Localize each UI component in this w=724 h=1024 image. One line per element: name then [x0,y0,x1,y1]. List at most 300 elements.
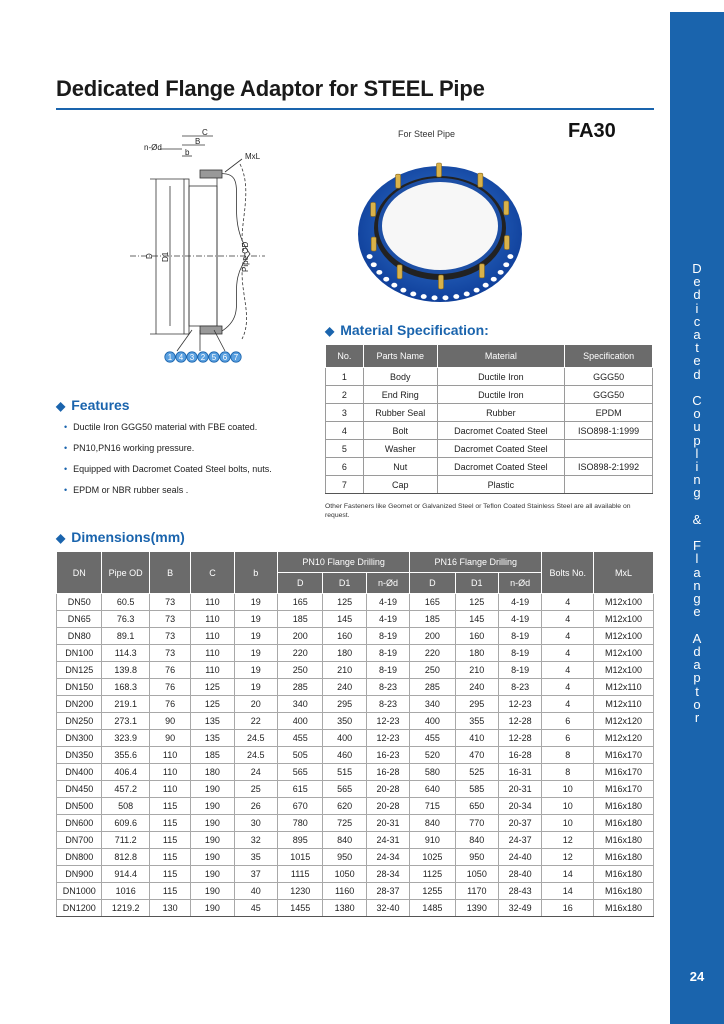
flange-hole [421,294,427,299]
dim-subheader: D [278,573,323,594]
d-label: D [145,253,154,259]
material-cell: 2 [326,386,364,404]
flange-hole [507,254,513,259]
dimension-cell: 145 [455,611,498,628]
dimension-cell: 37 [234,866,277,883]
dim-subheader: D [410,573,455,594]
dimension-cell: 840 [323,832,366,849]
dimension-cell: 125 [191,679,234,696]
dimension-cell: 355.6 [102,747,150,764]
bolt [371,237,376,251]
dimension-cell: 470 [455,747,498,764]
dim-subheader: D1 [323,573,366,594]
dimension-cell: 190 [191,849,234,866]
dimension-cell: 240 [323,679,366,696]
dimension-cell: 455 [410,730,455,747]
dimension-cell: M16x180 [594,849,654,866]
dimension-cell: 76 [149,696,190,713]
dimension-cell: 285 [410,679,455,696]
dimension-cell: 400 [323,730,366,747]
dimension-row [57,730,654,747]
dimension-cell: 24-40 [499,849,542,866]
dimension-cell: 220 [410,645,455,662]
dimension-cell: 295 [455,696,498,713]
bolt [371,202,376,216]
dimension-cell: 35 [234,849,277,866]
dimension-cell: 565 [323,781,366,798]
dimension-cell: 19 [234,662,277,679]
dimension-cell: M12x120 [594,713,654,730]
dimension-cell: 110 [149,747,190,764]
dimension-cell: 125 [191,696,234,713]
dimension-cell: 20-31 [366,815,409,832]
dimension-cell: 8-23 [499,679,542,696]
dimension-cell: 508 [102,798,150,815]
dimension-cell: M16x170 [594,747,654,764]
dimension-cell: 19 [234,679,277,696]
dimension-row [57,662,654,679]
dimension-cell: 115 [149,832,190,849]
dimension-cell: 16-23 [366,747,409,764]
material-col-header: Material [437,345,565,368]
flange-hole [442,295,448,300]
dimension-cell: DN900 [57,866,102,883]
material-cell: Nut [363,458,437,476]
dimension-row [57,764,654,781]
material-cell [565,476,653,494]
dimension-cell: 4 [542,679,594,696]
dimension-cell: 457.2 [102,781,150,798]
dimension-cell: 125 [323,594,366,611]
dimension-cell: 12 [542,849,594,866]
dimension-cell: 580 [410,764,455,781]
flange-hole [432,295,438,300]
dimension-cell: 90 [149,730,190,747]
dimension-cell: 28-37 [366,883,409,900]
material-cell: Rubber Seal [363,404,437,422]
dimension-cell: DN1200 [57,900,102,917]
dimension-row [57,645,654,662]
dimension-cell: 1455 [278,900,323,917]
dimension-cell: DN200 [57,696,102,713]
dimension-cell: 670 [278,798,323,815]
dimension-row [57,781,654,798]
dimension-cell: 4-19 [366,611,409,628]
dimension-cell: 16-31 [499,764,542,781]
dimension-cell: 180 [455,645,498,662]
dimension-cell: 190 [191,900,234,917]
page-number: 24 [689,969,705,984]
dimension-row [57,611,654,628]
bolt [438,275,443,289]
dimension-cell: 4 [542,662,594,679]
dimension-cell: 185 [191,747,234,764]
bolt [479,264,484,278]
material-cell: Body [363,368,437,386]
dimension-cell: 840 [410,815,455,832]
dimension-cell: 505 [278,747,323,764]
dimension-cell: 115 [149,815,190,832]
col-c: C [191,552,234,594]
dim-subheader: n-Ød [499,573,542,594]
page-title: Dedicated Flange Adaptor for STEEL Pipe [56,76,485,101]
dimension-row [57,696,654,713]
dimension-cell: 20-31 [499,781,542,798]
dimension-cell: 115 [149,866,190,883]
dimension-cell: 110 [191,662,234,679]
small-b-label: b [185,148,190,157]
dimension-cell: 715 [410,798,455,815]
dimension-cell: M12x110 [594,696,654,713]
dimension-cell: 1050 [323,866,366,883]
dimension-cell: 115 [149,849,190,866]
dimension-cell: M16x170 [594,781,654,798]
dimension-cell: 1160 [323,883,366,900]
material-row [326,386,653,404]
dimension-cell: 273.1 [102,713,150,730]
dimension-cell: 90 [149,713,190,730]
dimension-cell: 812.8 [102,849,150,866]
dimension-cell: M12x100 [594,611,654,628]
dimension-cell: 950 [455,849,498,866]
dimension-cell: 565 [278,764,323,781]
dimension-cell: 26 [234,798,277,815]
dimension-cell: 19 [234,594,277,611]
col-b-upper: B [149,552,190,594]
dimension-cell: 1485 [410,900,455,917]
material-cell: 5 [326,440,364,458]
diamond-icon: ◆ [325,324,335,338]
dimension-cell: 1170 [455,883,498,900]
dimension-cell: 6 [542,713,594,730]
dimension-cell: 4-19 [366,594,409,611]
dimension-cell: 165 [410,594,455,611]
dimension-cell: 1016 [102,883,150,900]
material-heading [325,322,489,338]
dimension-cell: 73 [149,628,190,645]
dimension-cell: 12-23 [366,730,409,747]
dimension-cell: 130 [149,900,190,917]
dimension-row [57,713,654,730]
dimension-cell: 250 [278,662,323,679]
dimension-cell: 250 [410,662,455,679]
dimension-cell: 110 [149,781,190,798]
dim-subheader: D1 [455,573,498,594]
dimension-cell: 24-31 [366,832,409,849]
dimension-cell: 115 [149,798,190,815]
dimension-cell: 520 [410,747,455,764]
flange-hole [371,262,377,267]
dimension-cell: 8-23 [366,679,409,696]
dimension-cell: 135 [191,730,234,747]
dimension-cell: 615 [278,781,323,798]
dimension-cell: 780 [278,815,323,832]
dimension-cell: M16x180 [594,866,654,883]
material-cell: Dacromet Coated Steel [437,422,565,440]
bolt [437,163,442,177]
dimension-cell: 725 [323,815,366,832]
col-pn10: PN10 Flange Drilling [278,552,410,573]
feature-item: • EPDM or NBR rubber seals . [64,483,272,504]
dimension-cell: 8-19 [366,628,409,645]
dimension-cell: 19 [234,628,277,645]
material-cell: End Ring [363,386,437,404]
material-cell: 6 [326,458,364,476]
dimension-cell: DN700 [57,832,102,849]
material-cell: 3 [326,404,364,422]
dimension-cell: 10 [542,798,594,815]
dimension-cell: DN50 [57,594,102,611]
dimension-cell: 1255 [410,883,455,900]
dimension-cell: 20-28 [366,798,409,815]
dimension-cell: 8 [542,764,594,781]
dimension-cell: 770 [455,815,498,832]
dim-subheader: n-Ød [366,573,409,594]
dimension-cell: 400 [410,713,455,730]
dimension-cell: 19 [234,611,277,628]
dimension-cell: 10 [542,815,594,832]
dimension-cell: 125 [455,594,498,611]
dimension-cell: 114.3 [102,645,150,662]
dimension-cell: 1115 [278,866,323,883]
dimension-cell: 12-28 [499,730,542,747]
dimension-cell: 8-19 [499,628,542,645]
d1-label: D1 [161,251,170,262]
dimension-row [57,883,654,900]
dimension-cell: 28-34 [366,866,409,883]
material-cell: 1 [326,368,364,386]
material-cell: ISO898-1:1999 [565,422,653,440]
material-cell: Dacromet Coated Steel [437,440,565,458]
dimension-cell: 145 [323,611,366,628]
col-mxl: MxL [594,552,654,594]
dimension-cell: 840 [455,832,498,849]
part-callouts [165,352,241,362]
dimension-cell: 200 [278,628,323,645]
dimension-row [57,798,654,815]
features-heading-text: Features [71,397,130,413]
dimension-cell: 185 [278,611,323,628]
dimension-cell: 20-34 [499,798,542,815]
flange-hole [376,270,382,275]
material-col-header: Specification [565,345,653,368]
flange-hole [503,262,509,267]
material-cell: ISO898-2:1992 [565,458,653,476]
dimension-cell: 12-23 [499,696,542,713]
model-code: FA30 [568,120,616,142]
dimension-cell: 190 [191,781,234,798]
dimension-cell: 76 [149,679,190,696]
dimension-cell: 1230 [278,883,323,900]
dimension-cell: 240 [455,679,498,696]
dimension-cell: 8-19 [366,662,409,679]
material-cell: 7 [326,476,364,494]
product-photo [355,142,525,307]
dimension-cell: 8 [542,747,594,764]
dimension-cell: DN65 [57,611,102,628]
dimension-row [57,679,654,696]
material-col-header: No. [326,345,364,368]
dimension-cell: 515 [323,764,366,781]
dimension-cell: 910 [410,832,455,849]
dimension-cell: 135 [191,713,234,730]
feature-item: • PN10,PN16 working pressure. [64,441,272,462]
flange-hole [453,294,459,299]
dimension-cell: DN100 [57,645,102,662]
flange-hole [391,283,397,288]
callout-number: 4 [178,353,184,362]
dimension-cell: 16 [542,900,594,917]
dimension-cell: 1050 [455,866,498,883]
material-row [326,476,653,494]
dimension-cell: 89.1 [102,628,150,645]
dimension-cell: 110 [149,764,190,781]
technical-drawing [130,124,300,369]
material-note: Other Fasteners like Geomet or Galvanized Steel or Teflon Coated Stainless Steel are all available on request. [325,503,631,519]
dimension-cell: 24-37 [499,832,542,849]
dimension-cell: 20-28 [366,781,409,798]
dimension-cell: 4 [542,611,594,628]
dimension-cell: 400 [278,713,323,730]
col-bolts: Bolts No. [542,552,594,594]
dimension-cell: 32-40 [366,900,409,917]
dimension-cell: DN600 [57,815,102,832]
dimension-cell: 285 [278,679,323,696]
dimension-cell: 609.6 [102,815,150,832]
material-cell: Ductile Iron [437,368,565,386]
pipe-od-label: Pipe OD [241,241,250,272]
dimension-cell: 20-37 [499,815,542,832]
dimension-cell: 16-28 [499,747,542,764]
bolt [504,236,509,250]
material-cell: GGG50 [565,386,653,404]
dimension-cell: 14 [542,866,594,883]
dimension-cell: 1219.2 [102,900,150,917]
dimension-cell: DN1000 [57,883,102,900]
dimension-cell: M12x100 [594,645,654,662]
dimensions-table [56,551,654,917]
dimension-cell: 73 [149,645,190,662]
dimension-cell: 12-23 [366,713,409,730]
dimension-cell: 1015 [278,849,323,866]
dimension-cell: M16x170 [594,764,654,781]
flange-hole [474,288,480,293]
dimension-cell: 350 [323,713,366,730]
material-cell: Dacromet Coated Steel [437,458,565,476]
dimension-cell: 160 [455,628,498,645]
dimension-cell: 950 [323,849,366,866]
dimension-cell: 190 [191,798,234,815]
dimension-row [57,815,654,832]
dimension-cell: 110 [191,645,234,662]
dimension-cell: 4 [542,628,594,645]
dimension-cell: M16x180 [594,798,654,815]
dimension-cell: 19 [234,645,277,662]
dimension-cell: 76 [149,662,190,679]
material-row [326,422,653,440]
dimension-cell: 22 [234,713,277,730]
dimensions-heading-text: Dimensions(mm) [71,529,185,545]
dimension-cell: 24-34 [366,849,409,866]
dimension-cell: DN300 [57,730,102,747]
dimension-cell: 73 [149,594,190,611]
dimension-cell: 640 [410,781,455,798]
dimension-cell: 711.2 [102,832,150,849]
dimension-cell: DN500 [57,798,102,815]
sidebar-title: D e d i c a t e d C o u p l i n g & F l a n g e A d a p t o r [692,261,702,725]
material-cell [565,440,653,458]
sidebar-band [670,12,724,1024]
callout-number: 6 [222,353,228,362]
col-pn16: PN16 Flange Drilling [410,552,542,573]
dimension-cell: 115 [149,883,190,900]
callout-number: 2 [200,353,206,362]
dimension-cell: 4 [542,696,594,713]
dimension-cell: 4 [542,594,594,611]
flange-hole [400,288,406,293]
dimension-cell: 32-49 [499,900,542,917]
callout-number: 5 [211,353,217,362]
dimension-cell: DN400 [57,764,102,781]
dimension-cell: 1390 [455,900,498,917]
dimension-cell: 20 [234,696,277,713]
dimension-cell: 4-19 [499,611,542,628]
material-cell: EPDM [565,404,653,422]
dimension-cell: 165 [278,594,323,611]
dimension-row [57,747,654,764]
feature-item: • Ductile Iron GGG50 material with FBE coated. [64,420,272,441]
dimension-row [57,849,654,866]
material-heading-text: Material Specification: [340,322,489,338]
dimension-cell: 620 [323,798,366,815]
dimension-cell: 25 [234,781,277,798]
dimension-cell: 4 [542,645,594,662]
dimension-cell: 180 [191,764,234,781]
dimension-cell: 14 [542,883,594,900]
dimension-row [57,832,654,849]
dimension-cell: 6 [542,730,594,747]
dimension-cell: 30 [234,815,277,832]
dimension-cell: 8-19 [366,645,409,662]
dimension-cell: M16x180 [594,900,654,917]
dimension-cell: 10 [542,781,594,798]
dimension-cell: DN450 [57,781,102,798]
dimension-cell: DN350 [57,747,102,764]
dimension-cell: 585 [455,781,498,798]
flange-hole [491,277,497,282]
bolt [396,174,401,188]
callout-number: 1 [167,353,173,362]
dimension-cell: 60.5 [102,594,150,611]
dimension-row [57,866,654,883]
dimension-cell: DN800 [57,849,102,866]
photo-caption: For Steel Pipe [398,129,456,139]
dimension-cell: 8-19 [499,662,542,679]
material-cell: Cap [363,476,437,494]
mxl-label: MxL [245,152,261,161]
material-cell: Washer [363,440,437,458]
flange-hole [464,292,470,297]
dimension-cell: 16-28 [366,764,409,781]
material-cell: Rubber [437,404,565,422]
dimension-cell: DN125 [57,662,102,679]
material-row [326,458,653,476]
material-row [326,368,653,386]
dimension-cell: 219.1 [102,696,150,713]
material-cell: 4 [326,422,364,440]
dimension-cell: 160 [323,628,366,645]
callout-number: 7 [233,353,239,362]
